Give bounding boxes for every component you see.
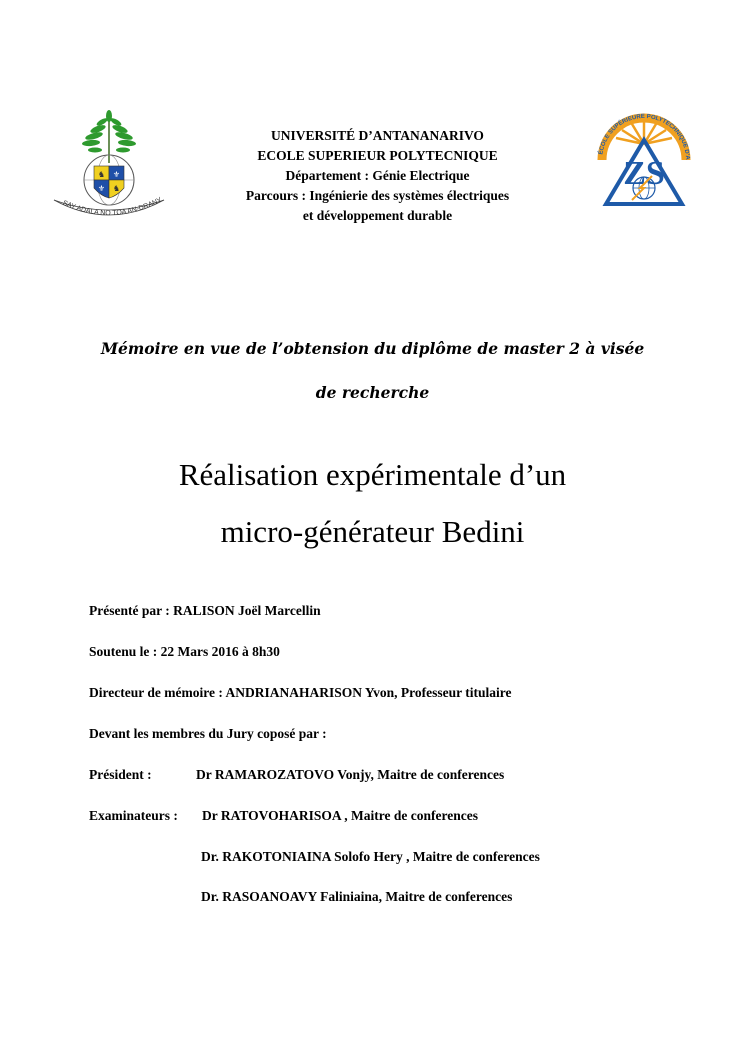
- institution-header: [200, 126, 555, 226]
- esp-monogram: ZS: [623, 155, 665, 192]
- presented-by: Présenté par : RALISON Joël Marcellin: [89, 603, 321, 618]
- thesis-title-line-2: micro-générateur Bedini: [220, 514, 525, 549]
- examiner-3: Dr. RASOANOAVY Faliniaina, Maitre de conferences: [201, 889, 513, 904]
- track-line-1: Parcours : Ingénierie des systèmes électriques: [245, 188, 510, 203]
- president-value: Dr RAMAROZATOVO Vonjy, Maitre de conferences: [196, 767, 505, 782]
- degree-subtitle-line-2: de recherche: [315, 383, 430, 402]
- department-name: Département : Génie Electrique: [285, 168, 470, 183]
- svg-text:⚜: ⚜: [112, 170, 121, 179]
- examiner-1: Dr RATOVOHARISOA , Maitre de conferences: [202, 808, 478, 823]
- school-name: ECOLE SUPERIEUR POLYTECNIQUE: [257, 148, 498, 163]
- president-label: Président :: [89, 767, 152, 782]
- university-name: UNIVERSITÉ D’ANTANANARIVO: [271, 128, 484, 143]
- defense-date: Soutenu le : 22 Mars 2016 à 8h30: [89, 644, 280, 659]
- thesis-director: Directeur de mémoire : ANDRIANAHARISON Yvon, Professeur titulaire: [89, 685, 512, 700]
- svg-text:♞: ♞: [112, 184, 121, 193]
- examiner-2: Dr. RAKOTONIAINA Solofo Hery , Maitre de conferences: [201, 849, 540, 864]
- svg-text:SAY ADALA NO TOA AN-DRANY: [61, 196, 163, 217]
- svg-text:⚜: ⚜: [97, 184, 106, 193]
- thesis-title-line-1: Réalisation expérimentale d’un: [178, 457, 567, 492]
- svg-text:♞: ♞: [97, 170, 106, 179]
- track-line-2: et développement durable: [302, 208, 453, 223]
- university-logo: [50, 108, 168, 220]
- university-motto: SAY ADALA NO TOA AN-DRANY: [61, 196, 164, 218]
- degree-subtitle-line-1: Mémoire en vue de l’obtension du diplôme de master 2 à visée: [100, 339, 645, 358]
- examiners-label: Examinateurs :: [89, 808, 178, 823]
- esp-ring-text: ÉCOLE SUPÉRIEURE POLYTECHNIQUE D'A: [598, 113, 691, 160]
- esp-logo: [592, 104, 696, 212]
- jury-intro: Devant les membres du Jury coposé par :: [89, 726, 327, 741]
